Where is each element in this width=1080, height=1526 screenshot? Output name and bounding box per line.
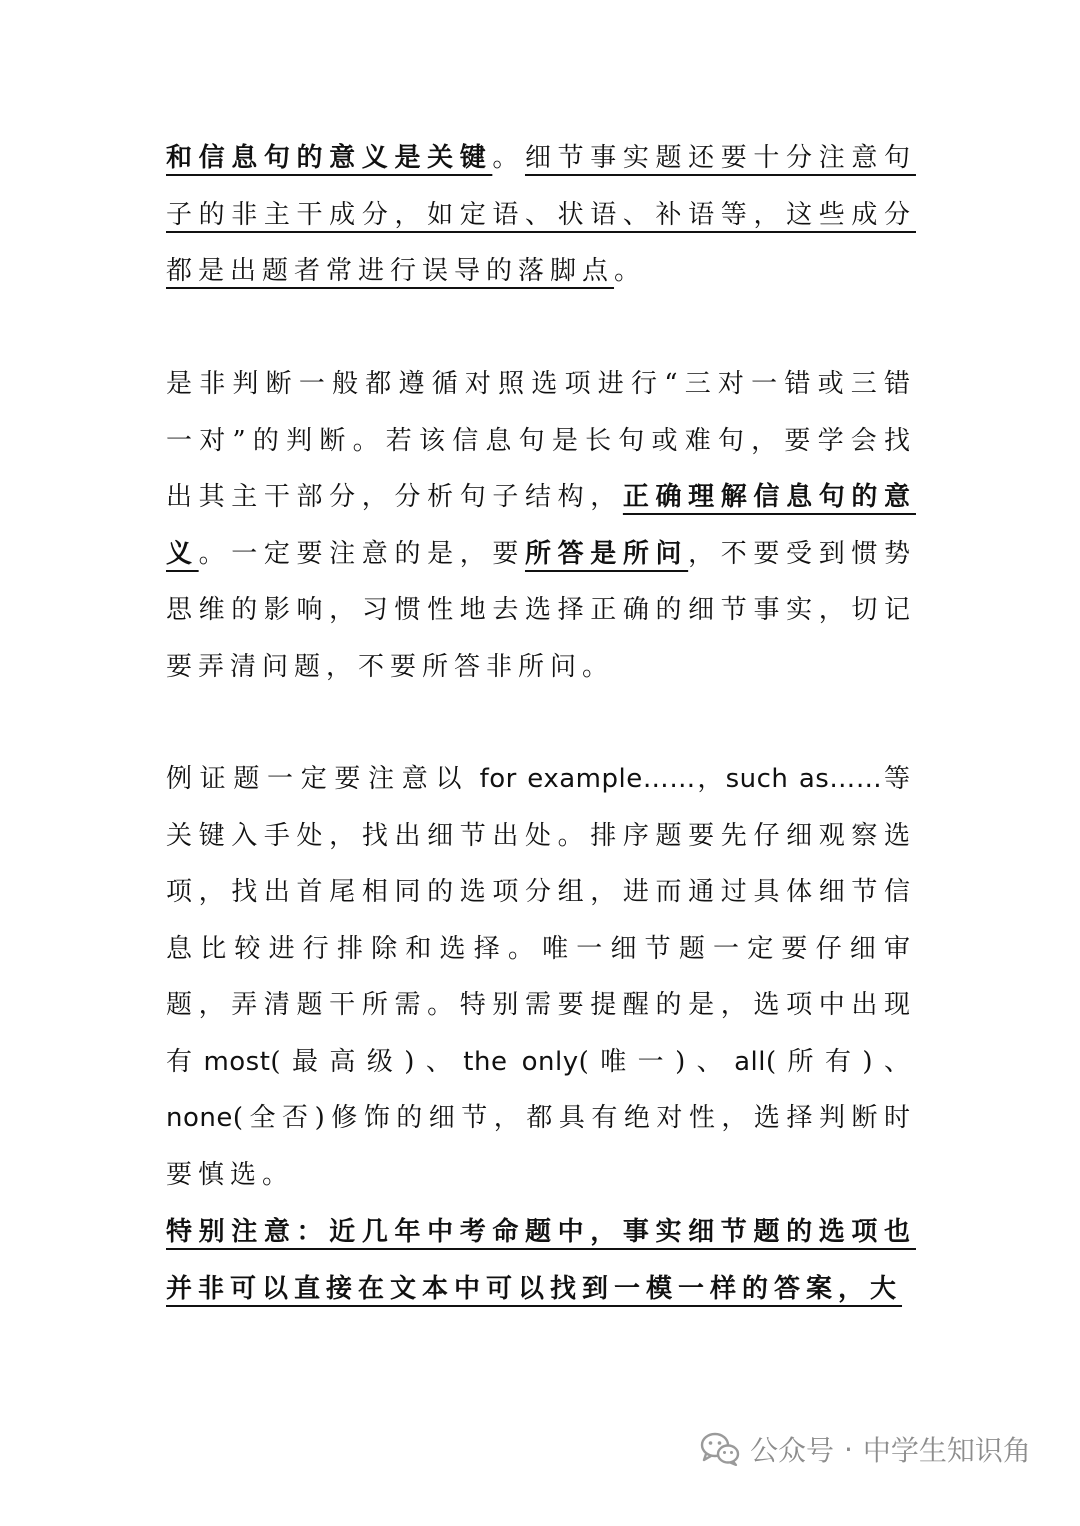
paragraph-detail-facts [166,130,916,300]
watermark [700,1424,1031,1474]
text-run: 等关键入手处，找出细节出处。排序题要先仔细观察选项，找出首尾相同的选项分组，进而通过具体细节信息比较进行排除和选择。唯一细节题一定要仔细审题，弄清题干所需。特别需要提醒的是，选项中出现有 [166,764,916,1077]
paragraph-special-note [166,1204,916,1317]
english-word: most [203,1046,271,1077]
text-run: 。 [492,143,525,173]
wechat-icon [700,1432,740,1466]
text-run: 是非判断一般都遵循对照选项进行“三对一错或三错一对”的判断。若该信息句是长句或难句，要学会找出其主干部分，分析句子结构， [166,369,916,512]
emphasis-answer-what-asked: 所答是所问 [524,538,689,569]
watermark-account: 中学生知识角 [862,1434,1031,1467]
text-run: 例证题一定要注意以 [166,764,470,794]
emphasis-understand-meaning: 正确理解信息句的意义 [166,482,916,569]
text-run: (所有)、 [765,1046,916,1077]
paragraph-true-false [166,356,916,695]
paragraph-example-questions [166,751,916,1203]
watermark-label: 公众号 [750,1434,835,1467]
watermark-separator: · [844,1432,853,1466]
text-run: (唯一)、 [578,1046,735,1077]
english-word: the only [463,1046,579,1077]
emphasis-special-note: 特别注意：近几年中考命题中，事实细节题的选项也并非可以直接在文本中可以找到一模一样的答案，大 [166,1217,916,1304]
english-word: none [166,1103,233,1133]
text-run: 。 [614,256,647,286]
emphasis-key-meaning: 和信息句的意义是关键 [166,143,493,173]
text-run: (全否)修饰的细节，都具有绝对性，选择判断时要慎选。 [166,1103,916,1190]
text-run: (最高级)、 [270,1046,464,1077]
text-run: 。一定要注意的是，要 [198,538,525,569]
english-phrase: for example……，such as…… [469,764,883,794]
text-run: ，不要受到惯势思维的影响，习惯性地去选择正确的细节事实，切记要弄清问题，不要所答非所问。 [166,538,916,682]
english-word: all [734,1046,766,1077]
underlined-non-trunk-note: 细节事实题还要十分注意句子的非主干成分，如定语、状语、补语等，这些成分都是出题者常进行误导的落脚点 [166,143,916,286]
